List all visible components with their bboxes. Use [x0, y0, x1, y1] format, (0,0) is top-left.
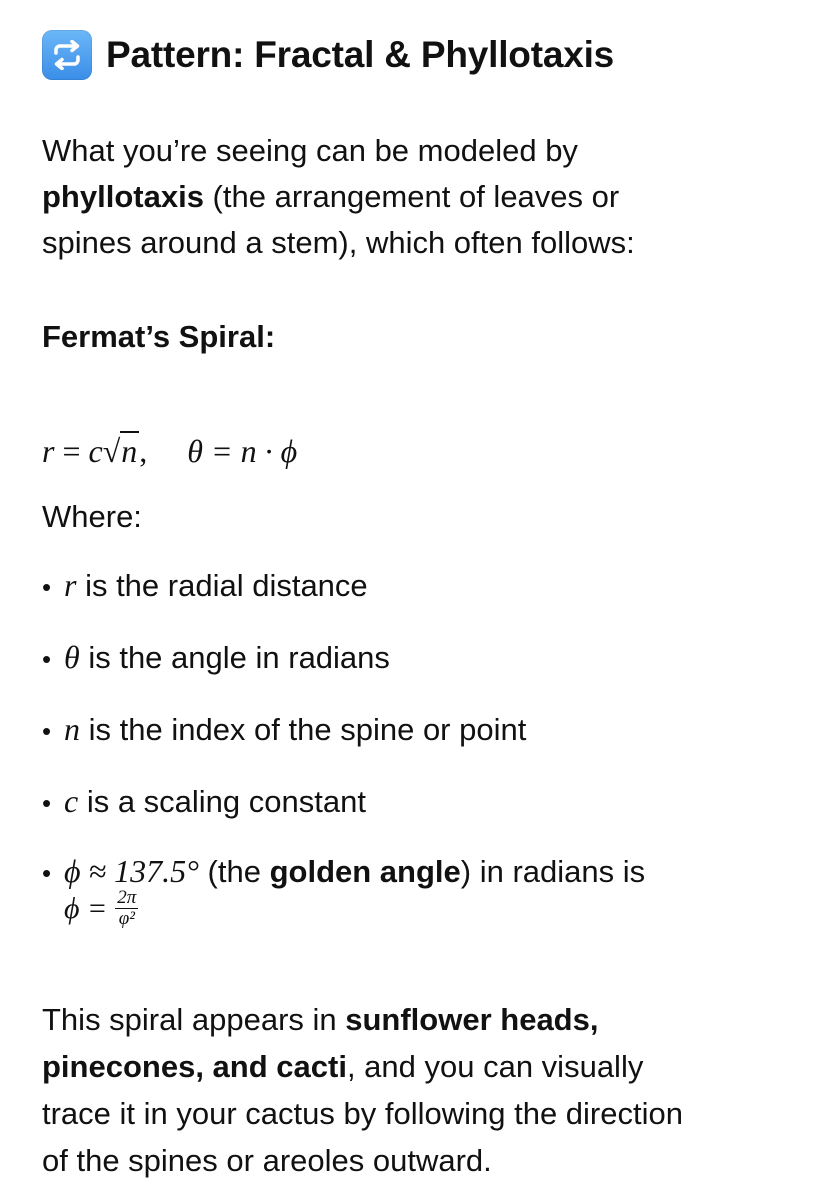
golden-angle-term: golden angle: [269, 854, 461, 889]
closing-line-1: [42, 996, 683, 1043]
formula-r: r: [42, 433, 55, 469]
formula-eq: =: [54, 433, 89, 469]
closing-paragraph: [42, 996, 683, 1184]
where-label: Where:: [42, 499, 142, 534]
formula-sqrt: √: [102, 433, 121, 469]
bullet-symbol: n: [64, 711, 80, 747]
intro-line-2: [42, 174, 635, 220]
spiral-heading: Fermat’s Spiral:: [42, 319, 276, 354]
closing-bold-2: pinecones, and cacti: [42, 1049, 347, 1084]
bullet-text: is a scaling constant: [78, 784, 366, 819]
list-item: • c is a scaling constant: [42, 783, 366, 819]
list-item: • n is the index of the spine or point: [42, 711, 527, 747]
repeat-arrows-icon: [42, 30, 92, 80]
closing-bold-1: sunflower heads,: [345, 1002, 599, 1037]
golden-expr: ϕ ≈ 137.5°: [64, 853, 199, 889]
closing-post: , and you can visually: [346, 1049, 644, 1084]
golden-post: ) in radians is: [460, 854, 646, 889]
list-item: • θ is the angle in radians: [42, 639, 390, 675]
closing-line-3: trace it in your cactus by following the direction: [42, 1096, 683, 1131]
page-title: Pattern: Fractal & Phyllotaxis: [106, 34, 615, 75]
phyllotaxis-term: phyllotaxis: [42, 179, 204, 214]
list-item: • r is the radial distance: [42, 567, 368, 603]
formula-n: n: [121, 433, 138, 469]
intro-paragraph: [42, 128, 635, 266]
closing-line-4: of the spines or areoles outward.: [42, 1143, 492, 1178]
intro-line-3: spines around a stem), which often follows:: [42, 225, 635, 260]
closing-pre: This spiral appears in: [42, 1002, 346, 1037]
fermat-formula: [42, 428, 297, 474]
formula-comma: ,: [139, 433, 148, 469]
section-heading: [42, 28, 614, 82]
fraction-denominator: φ²: [118, 908, 135, 929]
list-item-golden-angle: • ϕ ≈ 137.5° (the golden angle) in radians is: [42, 853, 646, 889]
bullet-symbol: c: [64, 783, 79, 819]
bullet-symbol: r: [64, 567, 77, 603]
golden-pre: (the: [198, 854, 270, 889]
closing-line-2: [42, 1043, 683, 1090]
intro-line-1: What you’re seeing can be modeled by: [42, 133, 578, 168]
bullet-text: is the index of the spine or point: [80, 712, 527, 747]
formula-theta: θ = n · ϕ: [187, 433, 298, 469]
intro-line-2-rest: (the arrangement of leaves or: [203, 179, 620, 214]
formula-c: c: [88, 433, 103, 469]
golden-fraction: [64, 888, 138, 929]
fraction: [115, 888, 138, 929]
fraction-numerator: 2π: [117, 887, 137, 908]
bullet-text: is the angle in radians: [79, 640, 390, 675]
bullet-text: is the radial distance: [76, 568, 368, 603]
fraction-lhs: ϕ =: [64, 891, 108, 925]
bullet-symbol: θ: [64, 639, 80, 675]
